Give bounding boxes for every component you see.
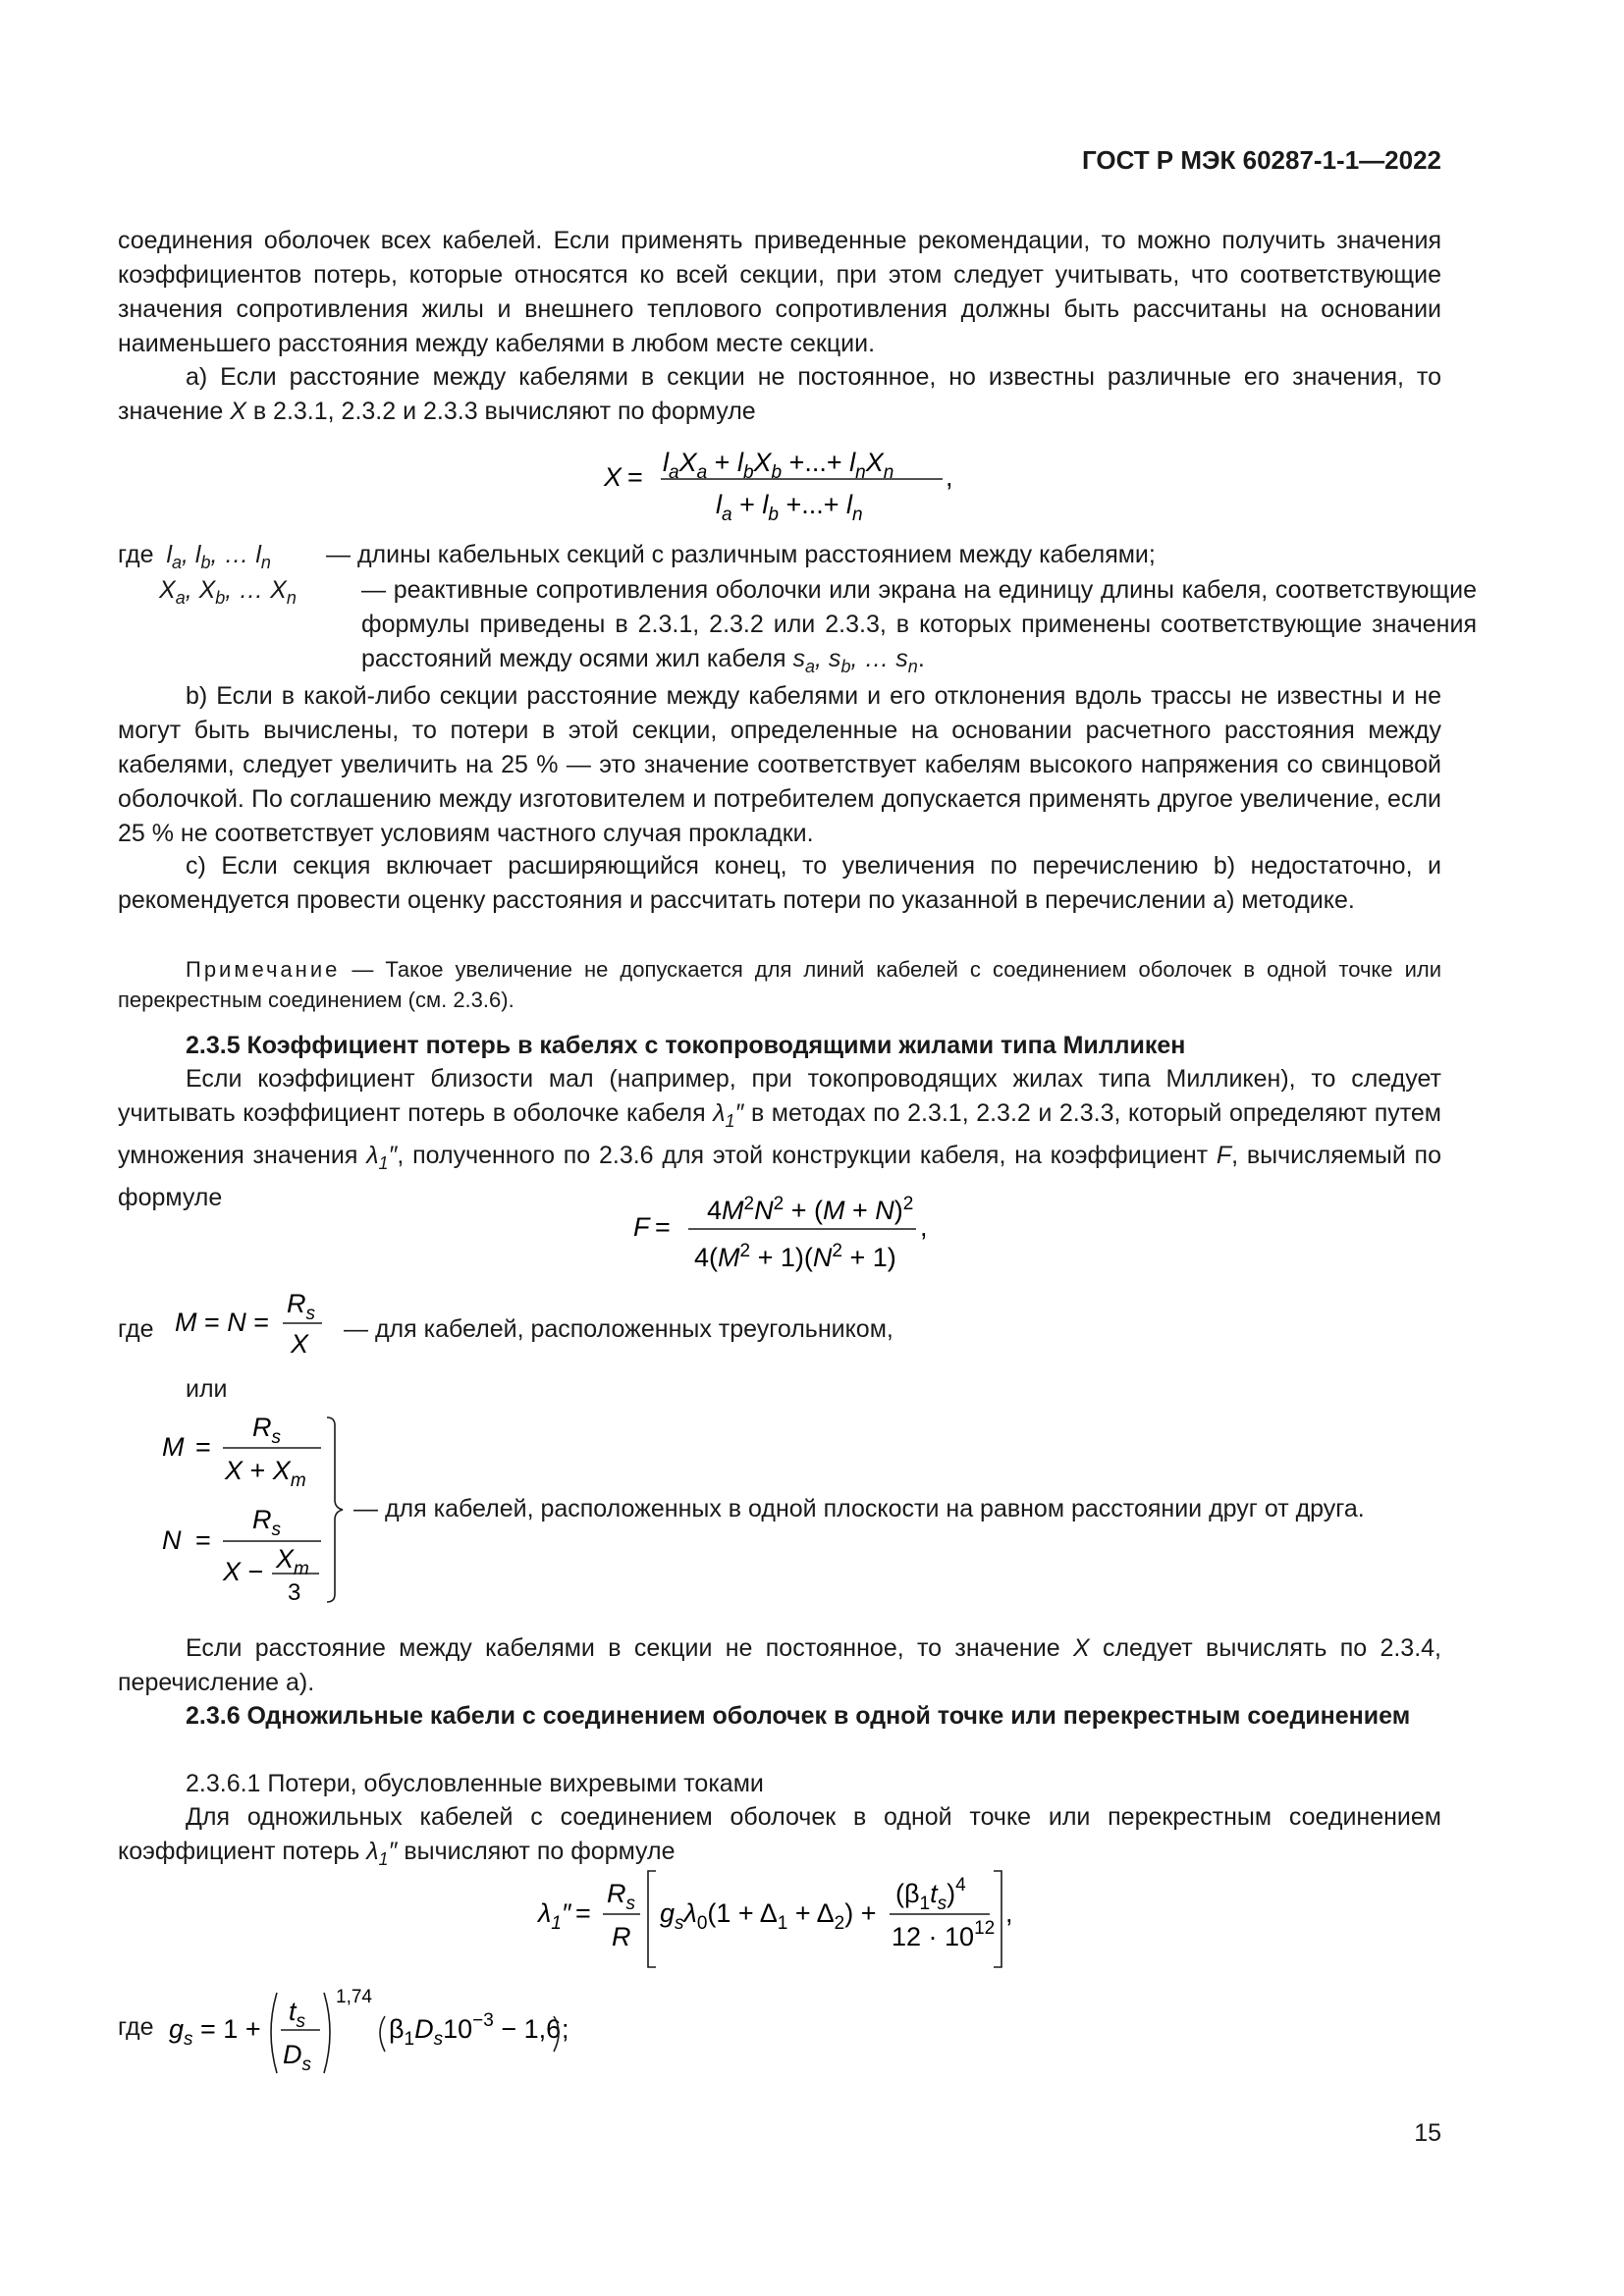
standard-header: ГОСТ Р МЭК 60287-1-1—2022 [1081, 145, 1441, 175]
item-a: a) Если расстояние между кабелями в секции не постоянное, но известны различные его значения, то значение X в 2.3.1, 2.3.2 и 2.3.3 вычисляют по формуле [118, 363, 1441, 425]
where-lead-1: где $l_a$, $l_b$, … $l_n$ [118, 541, 271, 572]
svg-text:Rs: $R_s$ [607, 1879, 635, 1914]
svg-text:M: M [162, 1432, 185, 1462]
svg-text:=: = [195, 1525, 211, 1555]
svg-text:laXa + lbXb +...+ lnXn: $l_aX_a + l_bX_b$ +...+ $l_nX_n$ [663, 448, 894, 483]
svg-text:Ds: $D_s$ [283, 2040, 311, 2075]
svg-text:Rs: $R_s$ [252, 1505, 281, 1540]
note: Примечание — Такое увеличение не допускается для линий кабелей с соединением оболочек в одной точке или перекрестным соединением (см. 2.3.6). [118, 957, 1441, 1012]
svg-text:ts: $t_s$ [289, 1997, 306, 2032]
var-s-list: $s_a$, $s_b$, … $s_n$ [792, 645, 918, 676]
page-number: 15 [1414, 2119, 1441, 2147]
formula-gs [167, 1983, 619, 2098]
svg-text:,: , [920, 1212, 928, 1242]
svg-text:;: ; [562, 2014, 569, 2044]
svg-text:Rs: $R_s$ [287, 1289, 315, 1324]
svg-text:,: , [1005, 1898, 1013, 1928]
svg-text:12 · 1012: $12 \cdot 10^{12}$ [892, 1918, 996, 1951]
section-2-3-5-paragraph-2: Если расстояние между кабелями в секции не постоянное, то значение X следует вычислять по 2.3.4, перечисление а). [118, 1634, 1442, 1696]
svg-text:=: = [575, 1898, 591, 1928]
svg-text:=: = [627, 462, 643, 492]
svg-text:gs = 1 +: $g_s = 1$ + [169, 2014, 261, 2050]
where-def-1: — длины кабельных секций с различным расстоянием между кабелями; [326, 541, 1156, 568]
svg-text:M = N =: M = N = [175, 1308, 270, 1337]
item-c: c) Если секция включает расширяющийся конец, то увеличения по перечислению b) недостаточно, и рекомендуется провести оценку расстояния и рассчитать потери по указанной в перечислении a) методике. [118, 852, 1441, 914]
formula-mn-triangle [175, 1286, 332, 1371]
section-2-3-5-paragraph: Если коэффициент близости мал (например, при токопроводящих жилах типа Милликен), то следует учитывать коэффициент потерь в оболочке кабеля $\lambda_1''$ в методах по 2.3.1, 2.3.2 и 2.3.3, который определяют путем умножения значения $\lambda_1''$, полученного по 2.3.6 для этой конструкции кабеля, на коэффициент F, вычисляемый по формуле [118, 1065, 1442, 1211]
or-text: или [186, 1375, 228, 1403]
svg-text:λ1″: $\lambda_1''$ [538, 1898, 571, 1934]
formula-lambda-svg [538, 1865, 1029, 1973]
where-def-2: — реактивные сопротивления оболочки или экрана на единицу длины кабеля, соответствующие формулы приведены в 2.3.1, 2.3.2 или 2.3.3, в которых применены соответствующие значения расстояний между осями жил кабеля $s_a$, $s_b$, … $s_n$. [361, 576, 1477, 676]
svg-text:=: = [655, 1212, 671, 1242]
var-l-list: $l_a$, $l_b$, … $l_n$ [166, 541, 271, 572]
section-2-3-5-heading: 2.3.5 Коэффициент потерь в кабелях с токопроводящими жилами типа Милликен [186, 1032, 1186, 1059]
lambda-1-pp: $\lambda_1''$ [713, 1099, 744, 1131]
svg-text:N: N [162, 1525, 182, 1555]
svg-text:X: X [291, 1329, 309, 1359]
subsection-2-3-6-1: 2.3.6.1 Потери, обусловленные вихревыми токами [186, 1770, 764, 1797]
svg-text:X: X [604, 462, 623, 492]
item-b: b) Если в какой-либо секции расстояние между кабелями и его отклонения вдоль трассы не известны и не могут быть вычислены, то потери в этой секции, определенные на основании расчетного расстояния между кабелями, следует увеличить на 25 % — это значение соответствует кабелям высокого напряжения со свинцовой оболочкой. По соглашению между изготовителем и потребителем допускается применять другое увеличение, если 25 % не соответствует условиям частного случая прокладки. [118, 682, 1441, 847]
where-lead-2: где [118, 1315, 154, 1343]
formula-f [633, 1190, 957, 1290]
var-x-list: $X_a$, $X_b$, … $X_n$ [159, 576, 297, 608]
svg-text:,: , [946, 462, 953, 492]
svg-text:3: 3 [288, 1579, 301, 1606]
svg-text:Xm: $X_m$ [276, 1544, 309, 1579]
svg-text:4(M2 + 1)(N2 + 1): $4(M^2 + 1)(N^2 + 1)$ [694, 1241, 896, 1272]
section-2-3-6-heading: 2.3.6 Одножильные кабели с соединением оболочек в одной точке или перекрестным соединением [186, 1702, 1411, 1730]
formula-mn-flat [162, 1414, 358, 1617]
where-flat: — для кабелей, расположенных в одной плоскости на равном расстоянии друг от друга. [353, 1495, 1365, 1522]
svg-text:=: = [195, 1432, 211, 1462]
svg-text:(β1ts)4: $(\beta_1t_s)^4$ [895, 1875, 966, 1914]
section-2-3-6-paragraph: Для одножильных кабелей с соединением оболочек в одной точке или перекрестным соединением коэффициент потерь $\lambda_1''$ вычисляют по формуле [118, 1803, 1441, 1869]
svg-text:X −: X − [223, 1557, 264, 1586]
formula-x-svg [604, 440, 977, 528]
formula-f-svg [633, 1190, 957, 1283]
formula-gs-svg [167, 1983, 619, 2091]
formula-lambda [538, 1865, 1029, 1980]
svg-text:4M2N2 + (M + N)2: $4M^2N^2 + (M + N)^2$ [707, 1194, 914, 1225]
svg-text:R: R [612, 1922, 631, 1951]
where-triangle: — для кабелей, расположенных треугольником, [344, 1315, 893, 1343]
formula-mn-triangle-svg [175, 1286, 332, 1364]
where-lead-3: где [118, 2013, 154, 2041]
svg-text:1,74: 1,74 [336, 1987, 372, 2007]
formula-x [604, 440, 977, 535]
formula-mn-flat-svg [162, 1414, 358, 1610]
svg-text:X + Xm: $X + X_m$ [225, 1456, 306, 1491]
svg-text:gsλ0(1 + Δ1 + Δ2) +: $g_s\lambda_0(1 + \Delta_1 + \Delta_2)$ + [660, 1898, 877, 1934]
svg-text:F: F [633, 1212, 650, 1242]
svg-text:Rs: $R_s$ [252, 1413, 281, 1448]
svg-text:la + lb +...+ ln: $l_a + l_b$ +...+ $l_n$ [716, 490, 863, 525]
svg-text:β1Ds10−3 − 1,6: $\beta_1D_s10^{-3} - 1,6$ [389, 2010, 562, 2050]
paragraph-continuation: соединения оболочек всех кабелей. Если применять приведенные рекомендации, то можно получить значения коэффициентов потерь, которые относятся ко всей секции, при этом следует учитывать, что соответствующие значения сопротивления жилы и внешнего теплового сопротивления должны быть рассчитаны на основании наименьшего расстояния между кабелями в любом месте секции. [118, 227, 1441, 357]
